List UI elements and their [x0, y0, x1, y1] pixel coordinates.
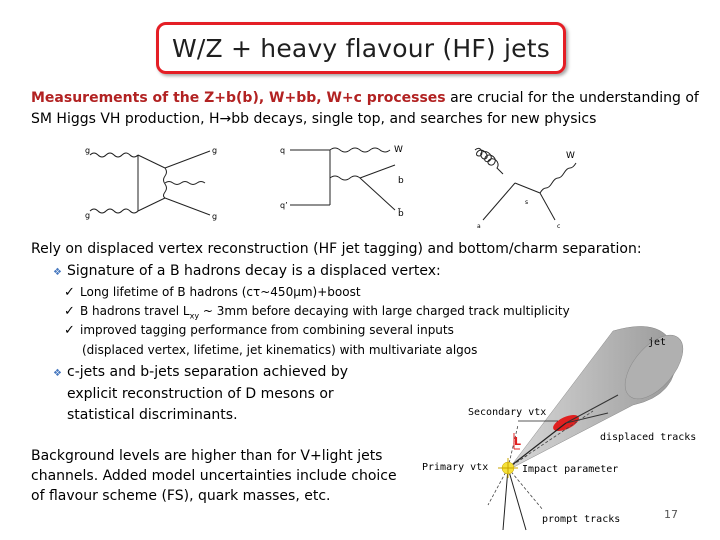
diamond-bullet-icon: ❖	[53, 267, 62, 278]
intro-rest: are crucial for the understanding of	[445, 90, 699, 106]
check-3	[64, 323, 454, 338]
title-box	[156, 22, 566, 74]
check-3b: (displaced vertex, lifetime, jet kinematics) with multivariate algos	[82, 343, 478, 357]
diagram-label: q’	[280, 201, 288, 210]
label-L: L	[514, 435, 522, 448]
bullet-2-line1: c-jets and b-jets separation achieved by	[67, 364, 348, 380]
slide-title: W/Z + heavy flavour (HF) jets	[171, 33, 550, 63]
check-2-text-post: ~ 3mm before decaying with large charged track multiplicity	[199, 304, 570, 318]
diagram-label: W	[394, 145, 403, 155]
check-1-text: Long lifetime of B hadrons (cτ~450μm)+boost	[80, 285, 361, 299]
intro-line2: SM Higgs VH production, H→bb decays, single top, and searches for new physics	[31, 111, 597, 127]
bullet-1-text: Signature of a B hadrons decay is a displaced vertex:	[67, 263, 441, 279]
gluon-line-1	[90, 153, 138, 157]
diagram-label: g	[212, 212, 218, 221]
section-heading: Rely on displaced vertex reconstruction (HF jet tagging) and bottom/charm separation:	[31, 241, 642, 257]
label-prompt-tracks: prompt tracks	[542, 514, 621, 525]
checkmark-icon: ✓	[64, 304, 75, 319]
diagram-label: g	[212, 146, 218, 155]
diagram-label: c	[557, 223, 561, 230]
intro-highlight: Measurements of the Z+b(b), W+bb, W+c processes	[31, 90, 446, 106]
diagram-label: q	[280, 146, 286, 155]
check-3-text: improved tagging performance from combining several inputs	[80, 323, 454, 337]
checkmark-icon: ✓	[64, 323, 75, 338]
feynman-diagram-gluon	[85, 143, 220, 223]
background-note: Background levels are higher than for V+light jets channels. Added model uncertainties include choice of flavour scheme (FS), quark masses, etc.	[31, 448, 397, 504]
diagram-label: g	[85, 211, 91, 220]
label-impact-parameter: Impact parameter	[522, 464, 619, 475]
diagram-label: b̄	[398, 209, 404, 219]
bullet-1	[53, 263, 441, 279]
diagram-label: b	[398, 176, 404, 186]
check-1	[64, 285, 361, 300]
intro-text	[31, 88, 711, 130]
diagram-label: W	[566, 151, 575, 161]
label-jet: jet	[648, 337, 667, 348]
diagram-label: a	[477, 223, 481, 230]
feynman-diagram-quark	[280, 140, 450, 225]
feynman-diagram-wc	[455, 138, 605, 230]
bullet-2	[53, 362, 348, 426]
gluon-line-2	[90, 209, 138, 213]
label-primary-vtx: Primary vtx	[422, 462, 489, 473]
diagram-label: s	[525, 199, 529, 206]
label-displaced-tracks: displaced tracks	[600, 432, 697, 443]
diamond-bullet-icon: ❖	[53, 368, 62, 379]
check-2-text: B hadrons travel L	[80, 304, 190, 318]
diagram-label: g	[85, 146, 91, 155]
label-secondary-vtx: Secondary vtx	[468, 407, 547, 418]
bullet-2-line2: explicit reconstruction of D mesons or	[67, 386, 334, 402]
checkmark-icon: ✓	[64, 285, 75, 300]
bullet-2-line3: statistical discriminants.	[67, 407, 238, 423]
page-number: 17	[664, 508, 678, 521]
check-2-sub: xy	[189, 311, 200, 321]
check-2	[64, 304, 570, 320]
